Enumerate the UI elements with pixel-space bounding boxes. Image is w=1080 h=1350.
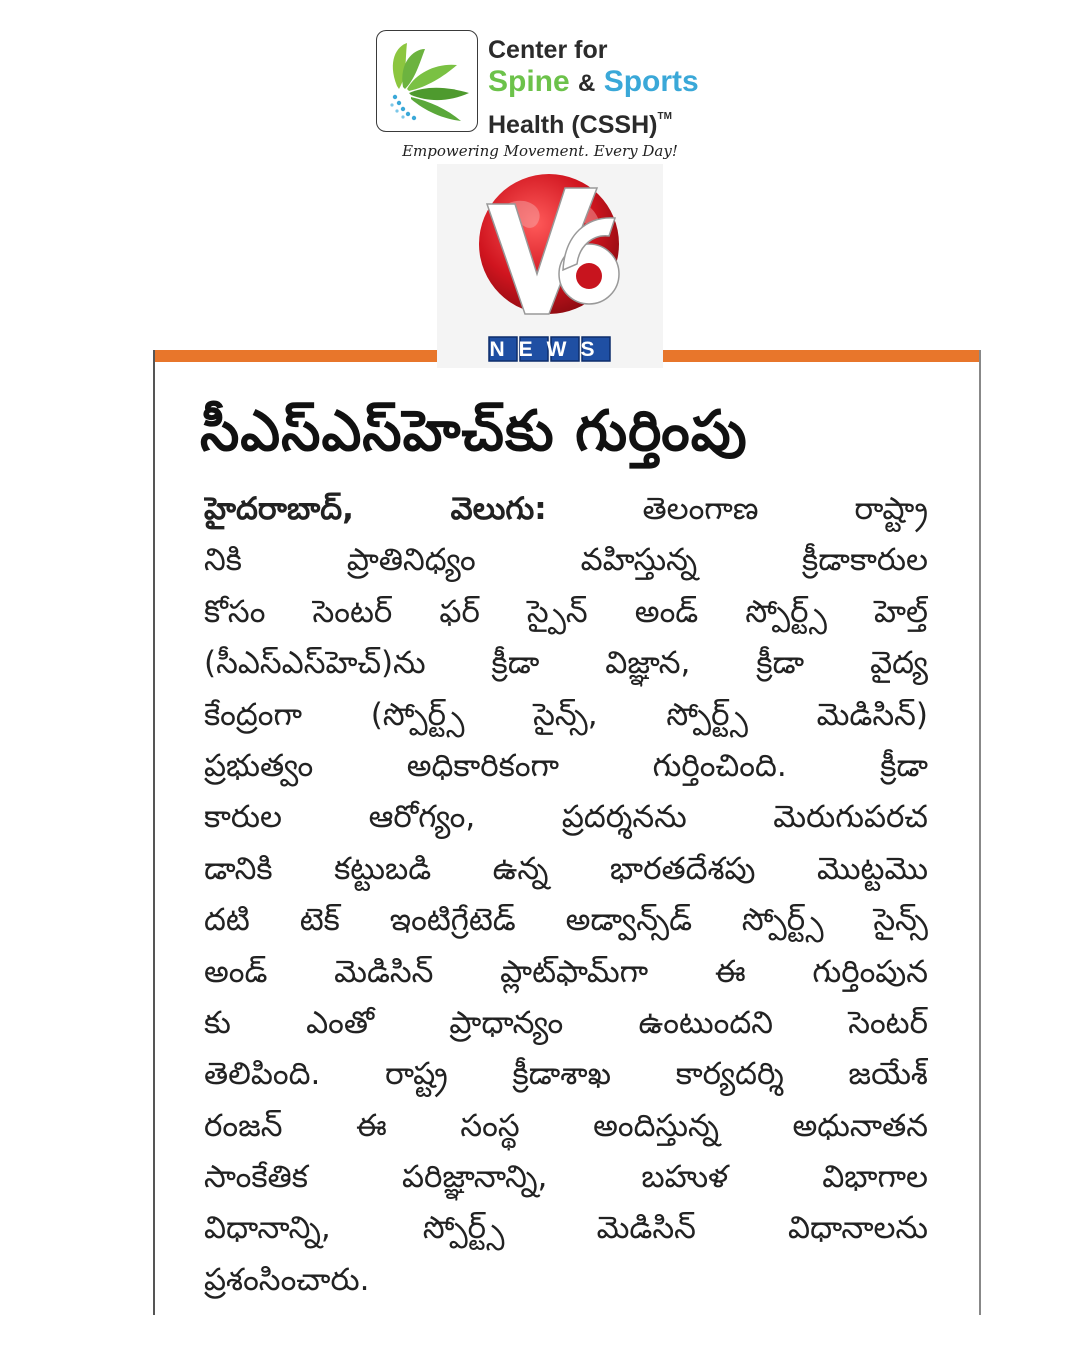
article-line: కేంద్రంగా (స్పోర్ట్స్ సైన్స్, స్పోర్ట్స్ మెడిసిన్) xyxy=(204,696,928,733)
article-line: దటి టెక్ ఇంటిగ్రేటెడ్ అడ్వాన్స్‌డ్ స్పోర్ట్స్ సైన్స్ xyxy=(204,902,928,939)
article-line: హైదరాబాద్, వెలుగు: తెలంగాణ రాష్ట్రా xyxy=(204,491,928,527)
article-line: కోసం సెంటర్ ఫర్ స్పైన్ అండ్ స్పోర్ట్స్ హెల్త్ xyxy=(204,593,928,630)
v6-news-logo xyxy=(437,164,663,368)
logo-line3 xyxy=(488,100,699,142)
article-line: నికి ప్రాతినిధ్యం వహిస్తున్న క్రీడాకారుల xyxy=(204,542,928,579)
article-line: డానికి కట్టుబడి ఉన్న భారతదేశపు మొట్టమొ xyxy=(204,850,928,887)
logo-line2 xyxy=(488,66,699,100)
leaf-logo-icon xyxy=(376,30,478,132)
article-line: రంజన్ ఈ సంస్థ అందిస్తున్న అధునాతన xyxy=(204,1107,928,1144)
article-line: ప్రభుత్వం అధికారికంగా గుర్తించింది. క్రీడా xyxy=(204,747,928,784)
article-line: తెలిపింది. రాష్ట్ర క్రీడాశాఖ కార్యదర్శి జయేశ్ xyxy=(204,1056,928,1093)
article-line: కు ఎంతో ప్రాధాన్యం ఉంటుందని సెంటర్ xyxy=(204,1004,928,1041)
article-body xyxy=(204,484,928,1306)
cssh-logo xyxy=(376,30,716,139)
logo-sports: Sports xyxy=(603,65,699,98)
logo-wordmark xyxy=(488,34,699,142)
news-text: NEWS xyxy=(489,338,609,361)
headline: సీఎస్ఎస్‌హెచ్‌కు గుర్తింపు xyxy=(200,399,748,464)
dateline: హైదరాబాద్, వెలుగు: xyxy=(204,491,547,527)
tagline: Empowering Movement. Every Day! xyxy=(402,142,678,160)
logo-line1: Center for xyxy=(488,36,608,64)
logo-spine: Spine xyxy=(488,65,570,98)
article-line: (సీఎస్ఎస్‌హెచ్)ను క్రీడా విజ్ఞాన, క్రీడా వైద్య xyxy=(204,645,928,682)
article-line: విధానాన్ని, స్పోర్ట్స్ మెడిసిన్ విధానాలను xyxy=(204,1210,928,1247)
trademark: TM xyxy=(657,111,672,122)
article-line: ప్రశంసించారు. xyxy=(204,1261,370,1298)
article-line: కారుల ఆరోగ్యం, ప్రదర్శనను మెరుగుపరచ xyxy=(204,799,928,836)
logo-amp: & xyxy=(578,70,596,97)
logo-line3-text: Health (CSSH) xyxy=(488,111,658,139)
article-line: అండ్ మెడిసిన్ ప్లాట్‌ఫామ్‌గా ఈ గుర్తింపున xyxy=(204,953,928,990)
article-line: సాంకేతిక పరిజ్ఞానాన్ని, బహుళ విభాగాల xyxy=(204,1159,928,1196)
